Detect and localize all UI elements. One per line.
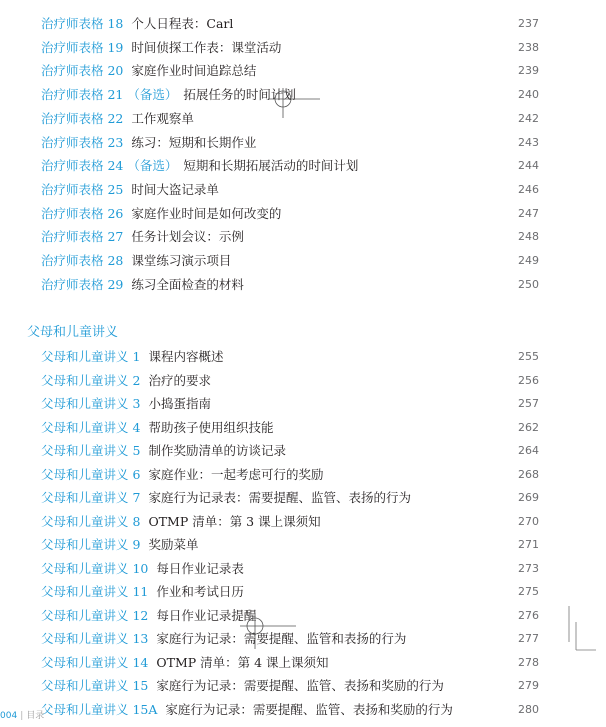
entry-label: 治疗师表格 26 — [41, 205, 124, 221]
toc-entry[interactable] — [41, 512, 539, 532]
entry-title: 每日作业记录表 — [156, 560, 244, 576]
entry-title: 工作观察单 — [131, 110, 194, 126]
toc-entry[interactable] — [41, 606, 539, 626]
entry-page-number: 239 — [518, 64, 539, 78]
toc-entry[interactable] — [41, 251, 539, 271]
entry-page-number: 279 — [518, 679, 539, 692]
entry-label: 治疗师表格 18 — [41, 16, 124, 31]
entry-page-number: 256 — [518, 373, 539, 387]
entry-label: 父母和儿童讲义 15A — [41, 701, 158, 717]
toc-entry[interactable] — [41, 275, 539, 295]
entry-page-number: 249 — [518, 254, 539, 267]
entry-page-number: 275 — [518, 585, 539, 598]
entry-title: 家庭作业时间追踪总结 — [131, 63, 257, 79]
entry-label: 治疗师表格 21 — [41, 87, 124, 103]
entry-label: 父母和儿童讲义 10 — [41, 560, 149, 576]
entry-page-number: 257 — [518, 397, 539, 410]
toc-entry[interactable] — [41, 204, 539, 224]
entry-label: 治疗师表格 27 — [41, 229, 124, 245]
toc-entry[interactable] — [41, 418, 539, 438]
entry-title: 练习全面检查的材料 — [131, 276, 244, 292]
entry-optional-tag: （备选） — [127, 158, 178, 174]
crop-mark-icon — [566, 606, 596, 656]
entry-label: 治疗师表格 19 — [41, 39, 124, 55]
entry-title: 课程内容概述 — [148, 349, 224, 364]
footer-book-mark: 目录 — [26, 711, 45, 721]
entry-title: 作业和考试日历 — [156, 584, 244, 599]
entry-title: 家庭行为记录：需要提醒、监管和表扬的行为 — [156, 631, 407, 646]
entry-page-number: 240 — [518, 88, 539, 102]
entry-title: 个人日程表：Carl — [131, 16, 234, 31]
footer-separator: | — [20, 711, 24, 721]
entry-label: 父母和儿童讲义 12 — [41, 607, 149, 623]
entry-title: 奖励菜单 — [148, 537, 199, 552]
toc-entry[interactable] — [41, 559, 539, 579]
entry-page-number: 264 — [518, 444, 539, 457]
entry-label: 父母和儿童讲义 15 — [41, 678, 149, 693]
entry-label: 父母和儿童讲义 9 — [41, 537, 141, 552]
entry-title: 家庭行为记录表：需要提醒、监管、表扬的行为 — [148, 490, 411, 505]
entry-title: 时间侦探工作表：课堂活动 — [131, 39, 282, 55]
entry-page-number: 270 — [518, 514, 539, 528]
entry-page-number: 273 — [518, 561, 539, 575]
entry-label: 父母和儿童讲义 13 — [41, 631, 149, 646]
entry-page-number: 255 — [518, 350, 539, 363]
entry-page-number: 238 — [518, 40, 539, 54]
entry-title: OTMP 清单：第 4 课上课须知 — [156, 654, 329, 670]
entry-page-number: 268 — [518, 467, 539, 481]
entry-label: 治疗师表格 22 — [41, 110, 124, 126]
entry-page-number: 280 — [518, 702, 539, 716]
toc-entry[interactable] — [41, 394, 539, 414]
entry-label: 父母和儿童讲义 6 — [41, 466, 141, 482]
entry-page-number: 271 — [518, 538, 539, 551]
entry-optional-tag: （备选） — [127, 87, 178, 103]
entry-label: 治疗师表格 25 — [41, 181, 124, 197]
entry-page-number: 262 — [518, 420, 539, 434]
toc-entry[interactable] — [41, 85, 539, 105]
entry-title: 短期和长期拓展活动的时间计划 — [183, 158, 359, 174]
entry-title: 课堂练习演示项目 — [131, 253, 232, 268]
entry-title: 帮助孩子使用组织技能 — [148, 419, 274, 435]
entry-page-number: 278 — [518, 655, 539, 669]
toc-entry[interactable] — [41, 700, 539, 720]
toc-entry[interactable] — [41, 441, 539, 461]
entry-label: 治疗师表格 28 — [41, 253, 124, 268]
entry-title: 练习：短期和长期作业 — [131, 134, 257, 150]
section-heading-parent-handouts: 父母和儿童讲义 — [27, 325, 119, 340]
entry-title: 家庭行为记录：需要提醒、监管、表扬和奖励的行为 — [156, 678, 444, 693]
entry-page-number: 247 — [518, 206, 539, 220]
entry-label: 父母和儿童讲义 1 — [41, 349, 141, 364]
toc-entry[interactable] — [41, 109, 539, 129]
entry-page-number: 277 — [518, 632, 539, 645]
page-footer — [0, 708, 44, 724]
entry-page-number: 269 — [518, 491, 539, 504]
toc-entry[interactable] — [41, 676, 539, 696]
entry-label: 父母和儿童讲义 5 — [41, 443, 141, 458]
entry-title: 拓展任务的时间计划 — [183, 87, 296, 103]
entry-title: 任务计划会议：示例 — [131, 229, 244, 245]
entry-title: OTMP 清单：第 3 课上课须知 — [148, 513, 321, 529]
entry-label: 父母和儿童讲义 2 — [41, 372, 141, 388]
entry-title: 家庭作业时间是如何改变的 — [131, 205, 282, 221]
entry-title: 制作奖励清单的访谈记录 — [148, 443, 286, 458]
entry-label: 治疗师表格 20 — [41, 63, 124, 79]
entry-page-number: 276 — [518, 608, 539, 622]
entry-label: 父母和儿童讲义 4 — [41, 419, 141, 435]
toc-entry[interactable] — [41, 465, 539, 485]
toc-entry[interactable] — [41, 61, 539, 81]
toc-entry[interactable] — [41, 133, 539, 153]
toc-entry[interactable] — [41, 535, 539, 555]
toc-entry[interactable] — [41, 38, 539, 58]
toc-entry[interactable] — [41, 582, 539, 602]
footer-page-number: 004 — [0, 711, 18, 721]
toc-entry[interactable] — [41, 180, 539, 200]
entry-page-number: 246 — [518, 182, 539, 196]
toc-entry[interactable] — [41, 227, 539, 247]
entry-label: 父母和儿童讲义 8 — [41, 513, 141, 529]
toc-entry[interactable] — [41, 653, 539, 673]
entry-page-number: 250 — [518, 277, 539, 291]
toc-entry[interactable] — [41, 156, 539, 176]
toc-entry[interactable] — [41, 488, 539, 508]
entry-label: 父母和儿童讲义 14 — [41, 654, 149, 670]
entry-label: 治疗师表格 23 — [41, 134, 124, 150]
entry-title: 每日作业记录提醒 — [156, 607, 257, 623]
entry-label: 治疗师表格 29 — [41, 276, 124, 292]
entry-title: 时间大盗记录单 — [131, 181, 219, 197]
entry-label: 治疗师表格 24 — [41, 158, 124, 174]
entry-title: 家庭作业：一起考虑可行的奖励 — [148, 466, 324, 482]
toc-entry[interactable] — [41, 347, 539, 367]
toc-entry[interactable] — [41, 629, 539, 649]
entry-title: 小捣蛋指南 — [148, 396, 211, 411]
entry-title: 治疗的要求 — [148, 372, 211, 388]
entry-page-number: 243 — [518, 135, 539, 149]
entry-page-number: 237 — [518, 17, 539, 30]
entry-label: 父母和儿童讲义 11 — [41, 584, 149, 599]
entry-page-number: 242 — [518, 111, 539, 125]
toc-entry[interactable] — [41, 14, 539, 34]
entry-title: 家庭行为记录：需要提醒、监管、表扬和奖励的行为 — [165, 701, 453, 717]
entry-label: 父母和儿童讲义 3 — [41, 396, 141, 411]
toc-entry[interactable] — [41, 371, 539, 391]
entry-label: 父母和儿童讲义 7 — [41, 490, 141, 505]
entry-page-number: 244 — [518, 159, 539, 173]
entry-page-number: 248 — [518, 230, 539, 244]
